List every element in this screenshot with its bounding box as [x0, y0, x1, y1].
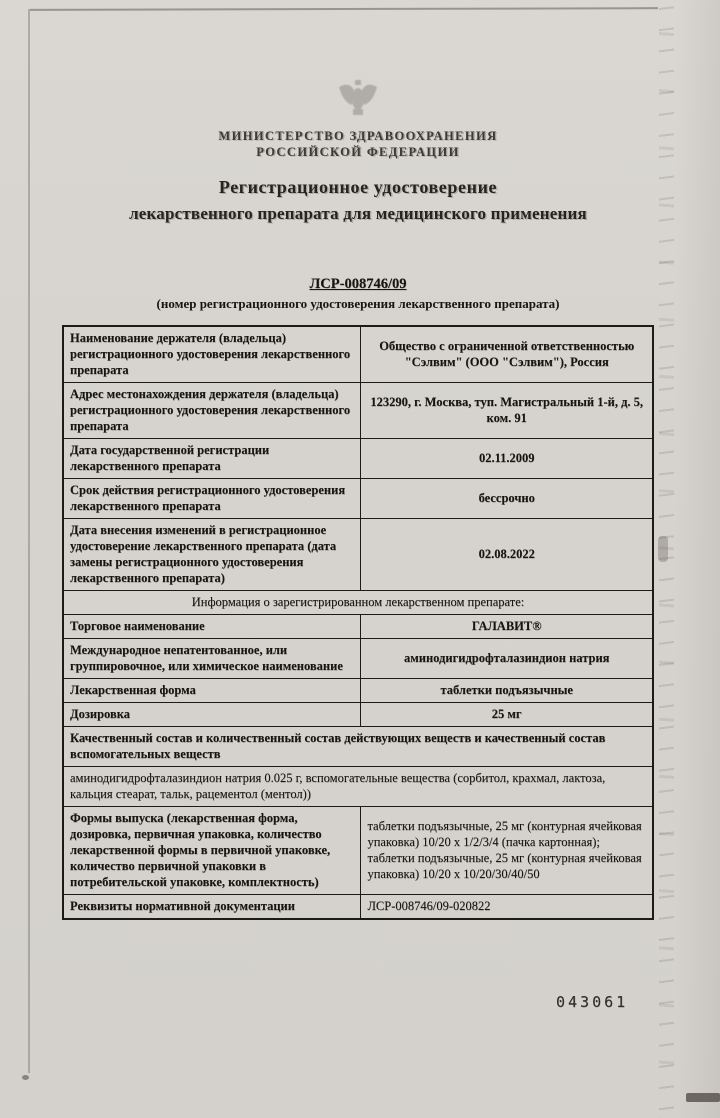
- table-row: [63, 478, 653, 518]
- row-value: [361, 806, 653, 894]
- row-label: Срок действия регистрационного удостоверения лекарственного препарата: [63, 478, 361, 518]
- ministry-header: [62, 128, 654, 161]
- registration-number: ЛСР-008746/09: [309, 275, 407, 292]
- section-header: Информация о зарегистрированном лекарственном препарате:: [63, 590, 653, 614]
- table-row: [63, 726, 653, 766]
- row-label: Международное непатентованное, или группировочное, или химическое наименование: [63, 638, 361, 678]
- table-row: [63, 766, 653, 806]
- scan-artifact-right-shade: [676, 0, 720, 1118]
- row-label: Дозировка: [63, 702, 361, 726]
- row-value: 02.11.2009: [361, 438, 653, 478]
- row-value: аминодигидрофталазиндион натрия: [361, 638, 653, 678]
- row-label: Реквизиты нормативной документации: [63, 894, 361, 919]
- ministry-line1: МИНИСТЕРСТВО ЗДРАВООХРАНЕНИЯ: [218, 129, 498, 143]
- table-row: [63, 382, 653, 438]
- table-row: [63, 702, 653, 726]
- document-title-line2: лекарственного препарата для медицинского применения: [129, 203, 587, 223]
- release-form-line1: таблетки подъязычные, 25 мг (контурная ячейковая упаковка) 10/20 х 1/2/3/4 (пачка картонная);: [367, 818, 642, 849]
- row-value: 123290, г. Москва, туп. Магистральный 1-й, д. 5, ком. 91: [361, 382, 653, 438]
- row-value: бессрочно: [361, 478, 653, 518]
- registration-number-caption: (номер регистрационного удостоверения лекарственного препарата): [156, 295, 560, 311]
- row-value: Общество с ограниченной ответственностью "Сэлвим" (ООО "Сэлвим"), Россия: [361, 326, 653, 383]
- row-value: 25 мг: [361, 702, 653, 726]
- table-row: [63, 326, 653, 383]
- document-title-line1: Регистрационное удостоверение: [218, 176, 498, 197]
- row-value: ГАЛАВИТ®: [361, 614, 653, 638]
- row-label: Дата внесения изменений в регистрационное удостоверение лекарственного препарата (дата замены регистрационного удостоверения лекарственного препарата): [63, 518, 361, 590]
- registration-table: [62, 325, 654, 920]
- document-page: [62, 0, 654, 920]
- scan-artifact-blot: [658, 536, 668, 562]
- release-form-line2: таблетки подъязычные, 25 мг (контурная ячейковая упаковка) 10/20 х 10/20/30/40/50: [367, 850, 642, 881]
- row-value: ЛСР-008746/09-020822: [361, 894, 653, 919]
- row-label: Дата государственной регистрации лекарственного препарата: [63, 438, 361, 478]
- table-row: [63, 894, 653, 919]
- row-label: Формы выпуска (лекарственная форма, дозировка, первичная упаковка, количество лекарственной формы в первичной упаковке, количество первичной упаковки в потребительской упаковке, комплектность): [63, 806, 361, 894]
- row-label: Торговое наименование: [63, 614, 361, 638]
- table-row: [63, 590, 653, 614]
- scan-artifact-dot: [22, 1075, 29, 1080]
- table-row: [63, 518, 653, 590]
- document-serial-number: 043061: [556, 993, 629, 1011]
- row-value: 02.08.2022: [361, 518, 653, 590]
- row-value: таблетки подъязычные: [361, 678, 653, 702]
- row-label: Адрес местонахождения держателя (владельца) регистрационного удостоверения лекарственного препарата: [63, 382, 361, 438]
- composition-text: аминодигидрофталазиндион натрия 0.025 г, вспомогательные вещества (сорбитол, крахмал, лактоза, кальция стеарат, тальк, рацементол (ментол)): [63, 766, 653, 806]
- table-row: [63, 614, 653, 638]
- row-label: Наименование держателя (владельца) регистрационного удостоверения лекарственного препарата: [63, 326, 361, 383]
- scan-artifact-left-edge: [28, 9, 30, 1073]
- table-row: [63, 638, 653, 678]
- scan-artifact-corner-mark: [686, 1093, 720, 1102]
- table-row: [63, 678, 653, 702]
- ministry-emblem-icon: [332, 78, 384, 122]
- document-title: [62, 177, 654, 224]
- table-row: [63, 806, 653, 894]
- composition-header: Качественный состав и количественный состав действующих веществ и качественный состав вспомогательных веществ: [63, 726, 653, 766]
- row-label: Лекарственная форма: [63, 678, 361, 702]
- ministry-line2: РОССИЙСКОЙ ФЕДЕРАЦИИ: [256, 145, 460, 160]
- table-row: [63, 438, 653, 478]
